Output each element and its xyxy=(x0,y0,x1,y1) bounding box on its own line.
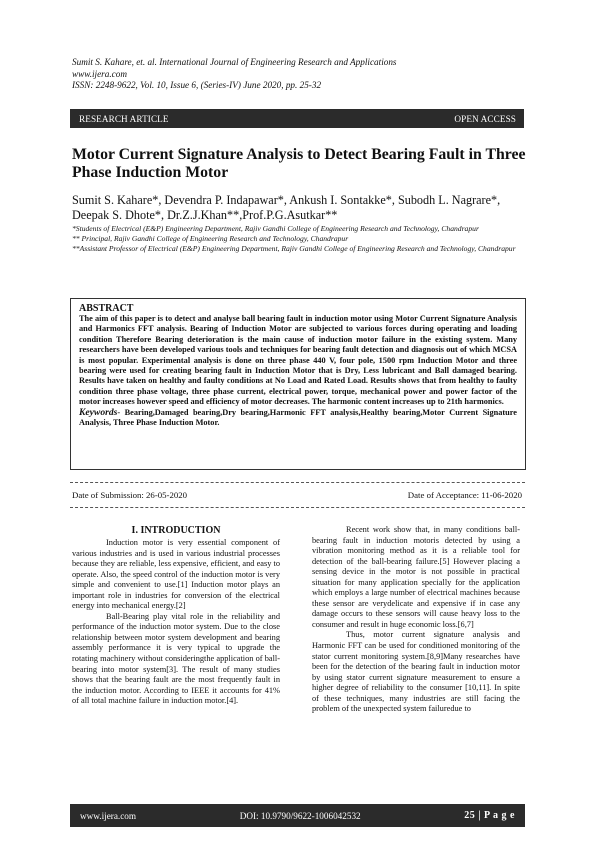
body-paragraph: Induction motor is very essential component of various industries and is used in various industrial processes because they are reliable, less expensive, efficient, and easy to operate. Also, the speed control of the induction motor is very simple and convenient to use.[1] Induction motor plays an important role in industries for conversion of the electrical energy into mechanical energy.[2] xyxy=(72,538,280,611)
keywords-label: Keywords xyxy=(79,406,118,418)
page-number: 25 | P a g e xyxy=(464,810,515,821)
affiliation-principal: ** Principal, Rajiv Gandhi College of Engineering Research and Technology, Chandrapur xyxy=(72,234,349,243)
dates-row xyxy=(72,490,522,500)
open-access-label: OPEN ACCESS xyxy=(454,113,516,124)
footer-doi: DOI: 10.9790/9622-1006042532 xyxy=(239,810,361,821)
acceptance-date: Date of Acceptance: 11-06-2020 xyxy=(407,490,522,500)
abstract-heading: ABSTRACT xyxy=(79,303,134,314)
footer-website: www.ijera.com xyxy=(80,810,137,821)
abstract-box xyxy=(70,298,526,470)
journal-header xyxy=(72,57,532,92)
journal-website: www.ijera.com xyxy=(72,68,127,79)
paper-title: Motor Current Signature Analysis to Detect Bearing Fault in Three Phase Induction Motor xyxy=(72,146,526,181)
abstract-text: The aim of this paper is to detect and analyse ball bearing fault in induction motor using Motor Current Signature Analysis and Harmonics FFT analysis. Bearing of Induction Motor are subjected to various forces during operating and loading condition Therefore Bearing deterioration is the main cause of induction motor failure in the existing system. Many researchers have been developed various tools and techniques for bearing fault detection and diagnosis out of which MCSA is most popular. Experimental analysis is done on three phase 440 V, four pole, 1500 rpm Induction Motor and three bearing were used for creating bearing fault in Induction Motor that is Dry, Less lubricant and Ball damaged bearing. Results have taken on healthy and faulty conditions at No Load and Rated Load. Results shows that from healthy to faulty condition three phase voltage, three phase current, electrical power, torque, mechanical power and power factor of the motor increases however speed and efficiency of motor decreases. The harmonic content increases up to 21th harmonics. xyxy=(79,314,517,407)
affiliation-professor: **Assistant Professor of Electrical (E&P) Engineering Department, Rajiv Gandhi College of Engineering Research and Technology, Chandrapur xyxy=(72,244,516,253)
body-paragraph: Ball-Bearing play vital role in the reliability and performance of the induction motor system. Due to the close relationship between motor system development and bearing assembly performance it is very typical to upgrade the rotating machinery without consideringthe application of ball-bearing into motor system[3]. The result of many studies shows that the bearing fault are the most frequently fault in the induction motor. According to IEEE it accounts for 41% of all total machine failure in induction motor.[4]. xyxy=(72,611,280,706)
author-list: Sumit S. Kahare*, Devendra P. Indapawar*, Ankush I. Sontakke*, Subodh L. Nagrare*, Deepak S. Dhote*, Dr.Z.J.Khan**,Prof.P.G.Asutkar** xyxy=(72,193,501,222)
left-column xyxy=(72,525,280,707)
journal-citation: Sumit S. Kahare, et. al. International Journal of Engineering Research and Applications xyxy=(72,57,397,67)
keywords xyxy=(79,408,517,429)
affiliations xyxy=(72,224,532,254)
dashed-divider-bottom xyxy=(70,507,525,508)
body-paragraph: Thus, motor current signature analysis and Harmonic FFT can be used for conditioned monitoring of the stator current monitoring system.[8,9]Many researches have been for the detection of the bearing fault in induction motor by using stator current signature measurement to ensure a higher degree of reliability to the consumer [10,11]. In spite of these techniques, many industries are still facing the problem of the unexpected system failuredue to xyxy=(312,630,520,714)
dashed-divider-top xyxy=(70,482,525,483)
article-type-banner xyxy=(70,109,524,128)
affiliation-students: *Students of Electrical (E&P) Engineering Department, Rajiv Gandhi College of Engineering Research and Technology, Chandrapur xyxy=(72,224,479,233)
submission-date: Date of Submission: 26-05-2020 xyxy=(72,490,188,500)
section-heading-introduction: I. INTRODUCTION xyxy=(131,525,221,536)
right-column xyxy=(312,525,520,715)
journal-issn: ISSN: 2248-9622, Vol. 10, Issue 6, (Series-IV) June 2020, pp. 25-32 xyxy=(72,80,322,90)
body-paragraph: Recent work show that, in many conditions ball-bearing fault in induction motoris detected by using a vibration monitoring method as it is a reliable tool for detection of the ball-bearing failure.[5] However placing a sensing device in the motor is not possible in practical situation for many application specially for the application which employs a large number of electrical machines because these sensor are verydelicate and expensive if in case any damage occurs to these sensors will cause heavy loss to the consumer and result in huge economic loss.[6,7] xyxy=(312,525,520,629)
page-footer xyxy=(70,804,525,827)
research-article-label: RESEARCH ARTICLE xyxy=(79,113,169,124)
keywords-text: - Bearing,Damaged bearing,Dry bearing,Harmonic FFT analysis,Healthy bearing,Motor Current Signature Analysis, Three Phase Induction Motor. xyxy=(79,407,517,428)
